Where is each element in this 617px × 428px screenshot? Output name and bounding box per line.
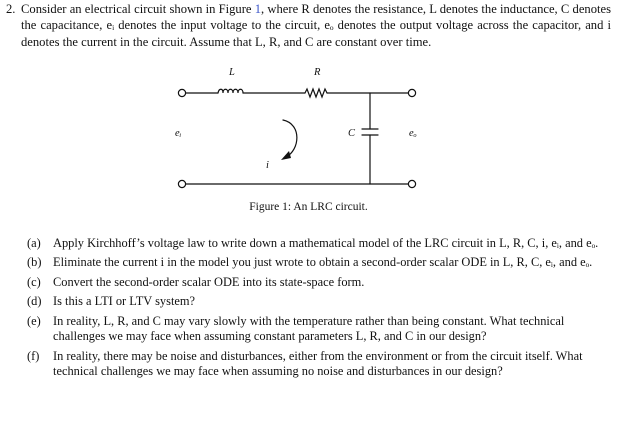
part-text: Apply Kirchhoff’s voltage law to write down a mathematical model of the LRC circuit in L, R, C, i, eᵢ, and eₒ.	[53, 236, 599, 250]
problem-text-start: Consider an electrical circuit shown in Figure	[21, 2, 255, 16]
part-label: (f)	[27, 348, 40, 363]
label-output-voltage: eₒ	[409, 128, 417, 139]
part-label: (a)	[27, 236, 41, 250]
part-text: Is this a LTI or LTV system?	[53, 294, 196, 309]
terminal-output-top	[408, 89, 415, 96]
question-part-a	[27, 236, 613, 252]
question-part-b	[27, 255, 613, 271]
current-arrow	[283, 120, 297, 157]
resistor-zigzag	[305, 89, 327, 97]
current-arrowhead	[281, 151, 291, 160]
label-current: i	[266, 160, 269, 171]
figure-caption: Figure 1: An LRC circuit.	[249, 201, 368, 213]
terminal-output-bottom	[408, 180, 415, 187]
part-text: Eliminate the current i in the model you just wrote to obtain a second-order scalar ODE in L, R, C, eᵢ, and eₒ.	[53, 255, 593, 270]
part-text: Convert the second-order scalar ODE into its state-space form.	[53, 274, 365, 289]
question-part-c	[27, 275, 613, 291]
question-part-d	[27, 294, 613, 310]
part-text: In reality, there may be noise and disturbances, either from the environment or from the circuit itself. What technical challenges we may face when assuming no noise and disturbances in our design?	[53, 348, 583, 379]
figure-reference-link[interactable]: 1	[254, 2, 262, 16]
terminal-input-top	[178, 89, 185, 96]
inductor-coil	[218, 89, 243, 93]
label-inductor: L	[229, 67, 235, 78]
question-parts	[27, 236, 613, 384]
part-text: In reality, L, R, and C may vary slowly with the temperature rather than being constant. What technical challenges we may face when assuming constant parameters L, R, and C in our design?	[53, 313, 565, 344]
problem-text-rest: , where R denotes the resistance, L denotes the inductance, C denotes the capacitance, eᵢ denotes the input voltage to the circuit, eₒ denotes the output voltage across the capacitor, and i denotes the current in the circuit. Assume that L, R, and C are constant over time.	[21, 2, 611, 49]
part-label: (e)	[27, 313, 41, 328]
question-part-f	[27, 349, 613, 380]
question-part-e	[27, 314, 613, 345]
label-capacitor: C	[348, 128, 356, 139]
label-input-voltage: eᵢ	[175, 128, 182, 139]
label-resistor: R	[314, 67, 321, 78]
part-label: (d)	[27, 294, 42, 309]
part-label: (b)	[27, 255, 42, 270]
problem-number: 2.	[6, 2, 16, 16]
part-label: (c)	[27, 274, 41, 289]
terminal-input-bottom	[178, 180, 185, 187]
